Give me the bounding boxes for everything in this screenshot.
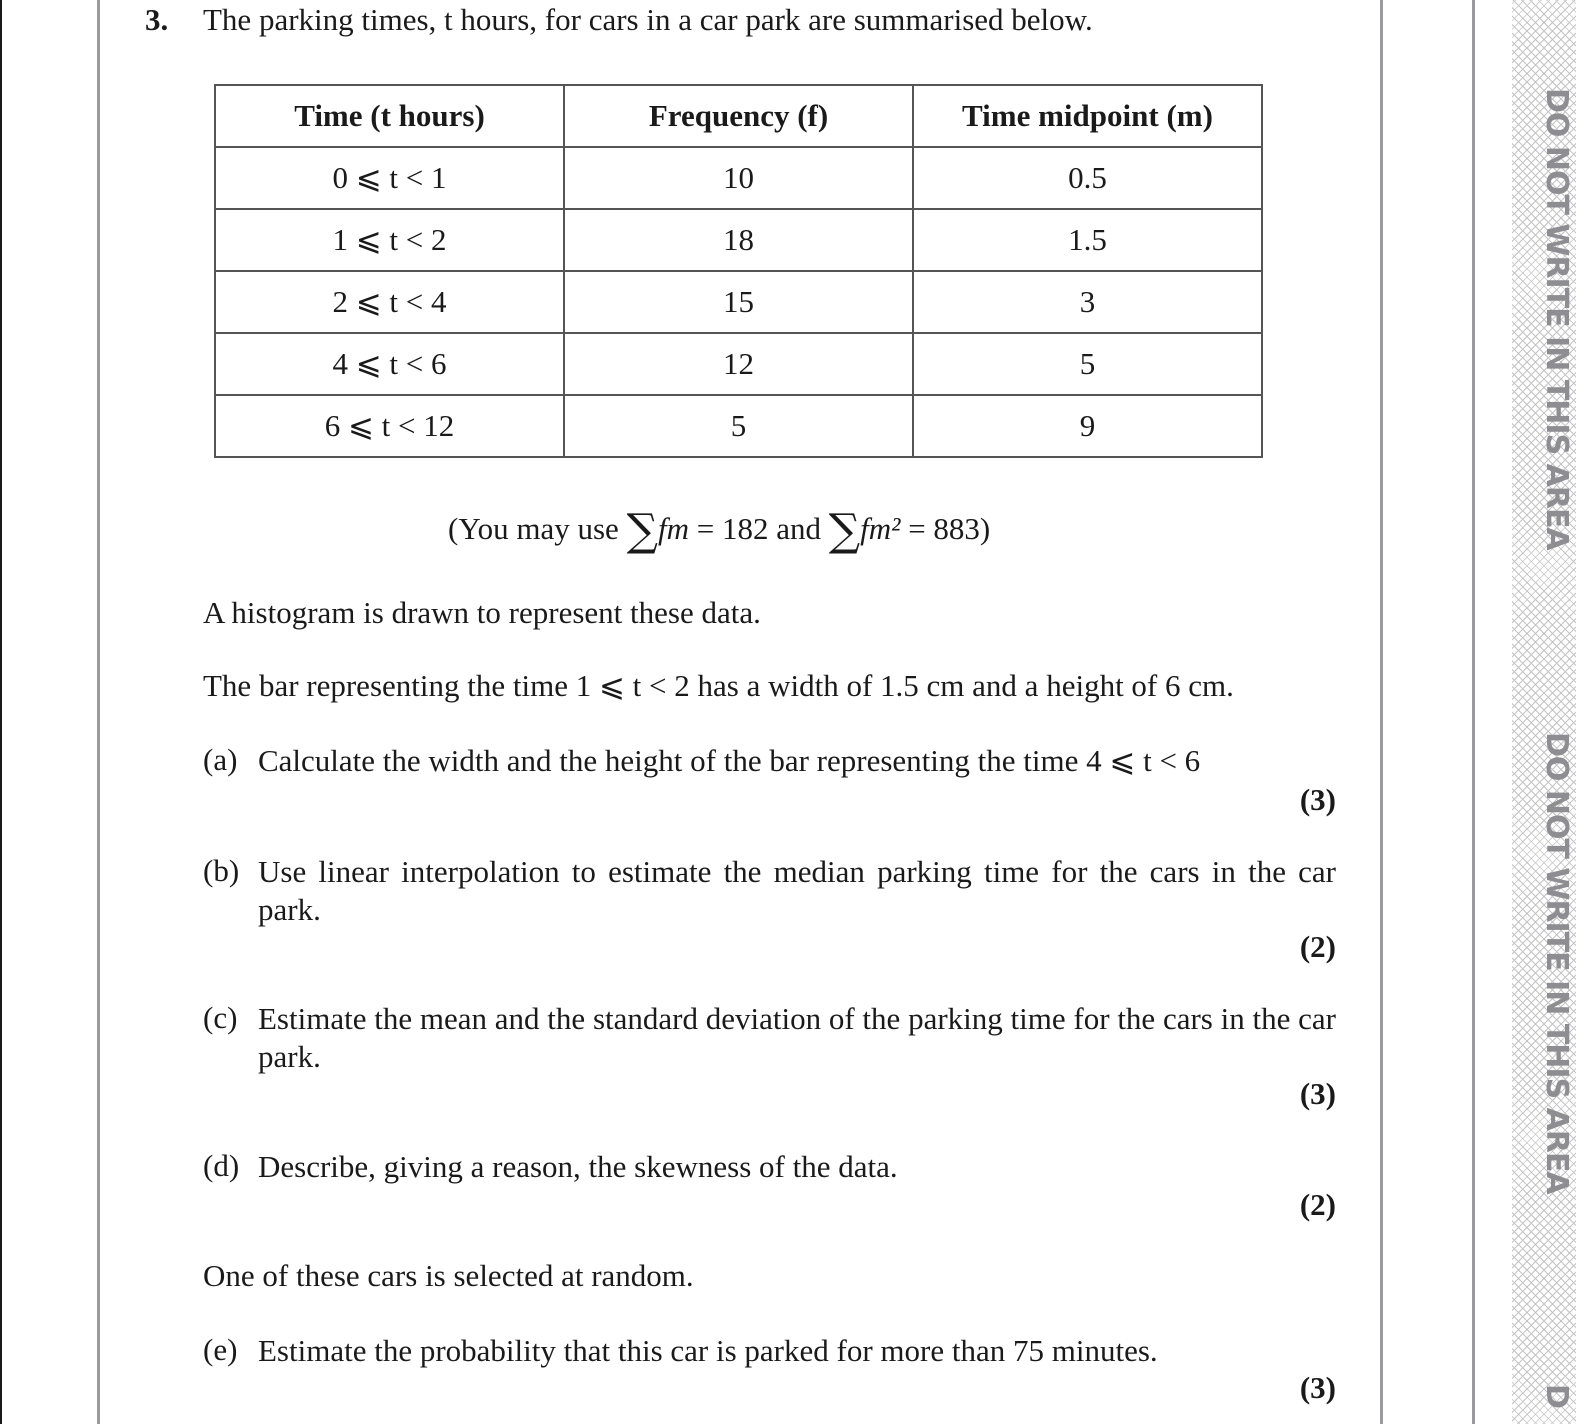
cell-midpoint: 9 — [913, 395, 1262, 457]
frequency-table — [214, 84, 1263, 458]
part-text: Calculate the width and the height of the bar representing the time 4 ⩽ t < 6 — [258, 743, 1201, 778]
question-number: 3. — [145, 2, 169, 37]
table-row — [215, 333, 1262, 395]
header-time: Time (t hours) — [215, 85, 564, 147]
cell-midpoint: 3 — [913, 271, 1262, 333]
table-row — [215, 147, 1262, 209]
table-row — [215, 395, 1262, 457]
right-margin-rule-inner — [1380, 0, 1383, 1424]
cell-midpoint: 5 — [913, 333, 1262, 395]
sigma-icon: ∑ — [828, 505, 861, 556]
cell-time: 1 ⩽ t < 2 — [215, 209, 564, 271]
header-frequency: Frequency (f) — [564, 85, 913, 147]
hint-sum2-value: = 883) — [908, 511, 991, 546]
left-margin-rule — [97, 0, 100, 1424]
cell-frequency: 10 — [564, 147, 913, 209]
part-text: Use linear interpolation to estimate the median parking time for the cars in the car park. — [258, 854, 1336, 927]
summation-hint — [448, 505, 990, 556]
cell-time: 2 ⩽ t < 4 — [215, 271, 564, 333]
sigma-icon: ∑ — [626, 505, 658, 556]
cell-frequency: 18 — [564, 209, 913, 271]
table-row — [215, 209, 1262, 271]
part-label: (a) — [203, 742, 238, 777]
cell-frequency: 12 — [564, 333, 913, 395]
part-d — [203, 1148, 1336, 1186]
part-label: (c) — [203, 1000, 238, 1035]
marks-a: (3) — [1299, 782, 1336, 817]
cell-time: 6 ⩽ t < 12 — [215, 395, 564, 457]
part-text: Estimate the mean and the standard deviation of the parking time for the cars in the car park. — [258, 1001, 1336, 1074]
question-intro: The parking times, t hours, for cars in a car park are summarised below. — [203, 2, 1093, 37]
cell-midpoint: 1.5 — [913, 209, 1262, 271]
part-e — [203, 1332, 1336, 1370]
margin-warning-3: D — [1539, 1384, 1574, 1408]
part-text: Estimate the probability that this car is parked for more than 75 minutes. — [258, 1333, 1158, 1368]
do-not-write-margin — [1512, 0, 1576, 1424]
histogram-statement: A histogram is drawn to represent these data. — [203, 595, 761, 630]
right-margin-rule-outer — [1472, 0, 1475, 1424]
hint-sum2-expr: fm² — [860, 511, 901, 546]
hint-prefix: (You may use — [448, 511, 619, 546]
random-statement: One of these cars is selected at random. — [203, 1258, 694, 1293]
cell-frequency: 15 — [564, 271, 913, 333]
part-b — [203, 853, 1336, 929]
cell-frequency: 5 — [564, 395, 913, 457]
marks-b: (2) — [1299, 929, 1336, 964]
part-text: Describe, giving a reason, the skewness of the data. — [258, 1149, 898, 1184]
hint-sum1-expr: fm — [657, 511, 689, 546]
bar-statement: The bar representing the time 1 ⩽ t < 2 has a width of 1.5 cm and a height of 6 cm. — [203, 668, 1234, 703]
part-a — [203, 742, 1336, 780]
margin-warning-2: DO NOT WRITE IN THIS AREA — [1539, 732, 1574, 1194]
hint-sum1-value: = 182 and — [696, 511, 821, 546]
table-row — [215, 271, 1262, 333]
part-label: (e) — [203, 1332, 238, 1367]
part-c — [203, 1000, 1336, 1076]
header-midpoint: Time midpoint (m) — [913, 85, 1262, 147]
table-header-row — [215, 85, 1262, 147]
cell-time: 4 ⩽ t < 6 — [215, 333, 564, 395]
cell-midpoint: 0.5 — [913, 147, 1262, 209]
marks-d: (2) — [1299, 1187, 1336, 1222]
part-label: (b) — [203, 853, 240, 888]
part-label: (d) — [203, 1148, 240, 1183]
margin-warning-1: DO NOT WRITE IN THIS AREA — [1539, 88, 1574, 550]
marks-e: (3) — [1299, 1370, 1336, 1405]
marks-c: (3) — [1299, 1076, 1336, 1111]
cell-time: 0 ⩽ t < 1 — [215, 147, 564, 209]
page-left-edge — [0, 0, 2, 1424]
